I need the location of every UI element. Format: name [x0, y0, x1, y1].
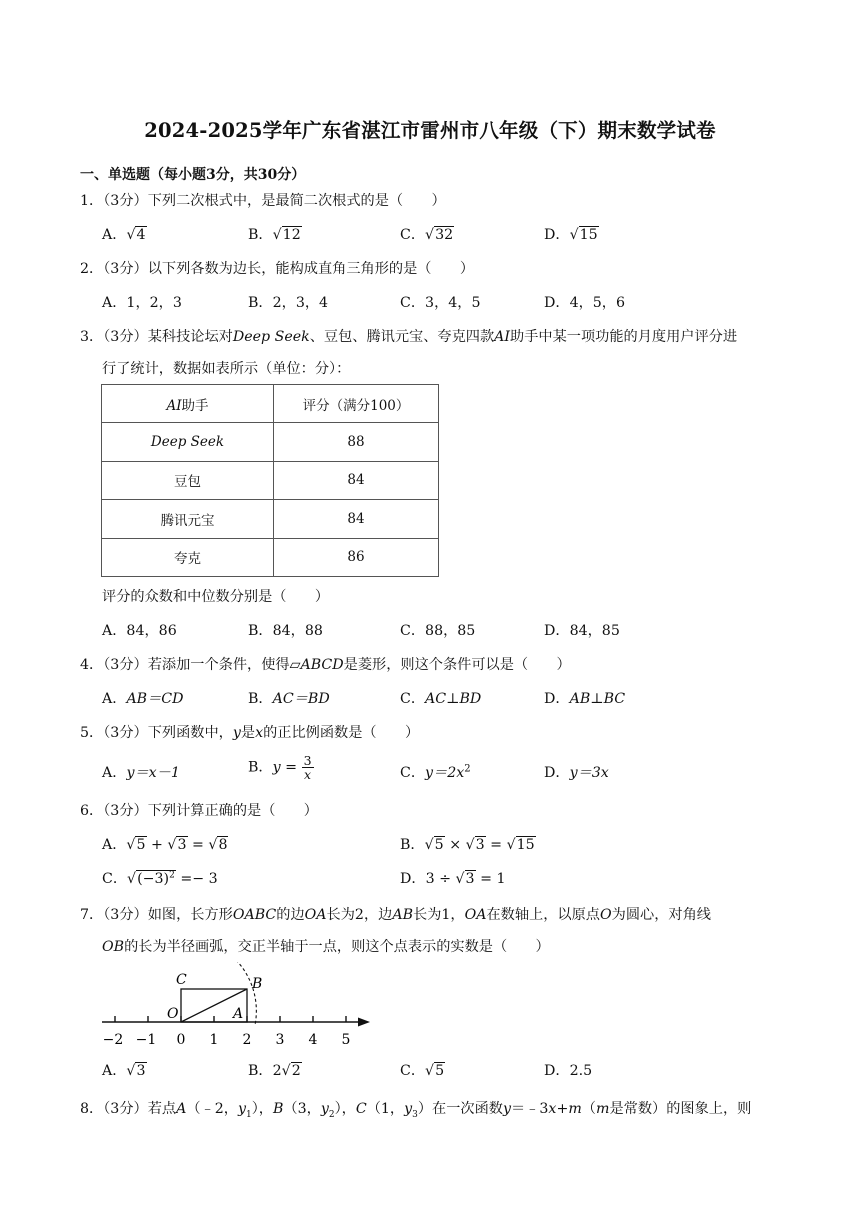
q1-option-b: B．√12: [248, 227, 301, 243]
table-row: [102, 538, 439, 576]
tick-label: 4: [308, 1032, 318, 1048]
q4-option-c: C．AC⊥BD: [400, 691, 482, 707]
q6-option-b: B．√5 × √3 = √15: [400, 837, 535, 853]
section-heading: 一、单选题（每小题3分，共30分）: [80, 167, 306, 183]
label-a: A: [233, 1006, 244, 1022]
question-3-stem: 3．（3分）某科技论坛对Deep Seek、豆包、腾讯元宝、夸克四款AI助手中某一项功能的月度用户评分进: [80, 329, 738, 345]
page-title: 2024-2025学年广东省湛江市雷州市八年级（下）期末数学试卷: [144, 119, 716, 142]
q7-option-d: D．2.5: [544, 1063, 593, 1079]
q3-option-d: D．84，85: [544, 623, 620, 639]
question-4-stem: 4．（3分）若添加一个条件，使得▱ABCD是菱形，则这个条件可以是（ ）: [80, 657, 571, 673]
q4-option-b: B．AC＝BD: [248, 691, 330, 707]
question-3-stem-line2: 行了统计，数据如表所示（单位：分）：: [102, 361, 351, 377]
table-header-row: [102, 385, 439, 423]
table-cell: 夸克: [102, 538, 274, 576]
q6-option-a: A．√5 + √3 = √8: [102, 837, 228, 853]
q1-option-a: A．√4: [102, 227, 146, 243]
q3-option-a: A．84，86: [102, 623, 177, 639]
table-row: [102, 423, 439, 461]
question-1-stem: 1．（3分）下列二次根式中，是最简二次根式的是（ ）: [80, 193, 446, 209]
q7-option-c: C．√5: [400, 1063, 445, 1079]
score-table: [101, 384, 439, 577]
table-cell: 豆包: [102, 461, 274, 499]
q5-option-b: B．y = $\frac{3}{x}$: [248, 753, 312, 782]
sqrt-symbol: √: [126, 227, 136, 243]
q5-option-d: D．y＝3x: [544, 765, 609, 781]
table-cell: 84: [274, 461, 439, 499]
sqrt-symbol: √: [425, 227, 435, 243]
radicand: 15: [579, 227, 598, 243]
q1-option-d: D．√15: [544, 227, 598, 243]
label-o: O: [167, 1006, 179, 1022]
sqrt-symbol: √: [272, 227, 282, 243]
q2-option-c: C．3，4，5: [400, 295, 481, 311]
question-3-ask: 评分的众数和中位数分别是（ ）: [102, 589, 330, 605]
question-2-stem: 2．（3分）以下列各数为边长，能构成直角三角形的是（ ）: [80, 261, 475, 277]
label-b: B: [252, 976, 263, 992]
q7-option-a: A．√3: [102, 1063, 146, 1079]
question-6-stem: 6．（3分）下列计算正确的是（ ）: [80, 803, 318, 819]
q2-option-a: A．1，2，3: [102, 295, 182, 311]
q7-option-b: B．2√2: [248, 1063, 301, 1079]
table-cell: 腾讯元宝: [102, 500, 274, 538]
table-cell: 84: [274, 500, 439, 538]
tick-label: 0: [176, 1032, 186, 1048]
q6-option-d: D．3 ÷ √3 = 1: [400, 871, 506, 887]
tick-label: 3: [275, 1032, 285, 1048]
q1-option-c: C．√32: [400, 227, 454, 243]
tick-label: 2: [242, 1032, 252, 1048]
table-row: [102, 500, 439, 538]
q4-option-a: A．AB＝CD: [102, 691, 184, 707]
question-7-stem: 7．（3分）如图，长方形OABC的边OA长为2，边AB长为1，OA在数轴上，以原点O为圆心，对角线: [80, 907, 711, 923]
q5-option-a: A．y＝x－1: [102, 765, 180, 781]
sqrt-symbol: √: [569, 227, 579, 243]
table-header-cell: 评分（满分100）: [274, 385, 439, 423]
tick-label: −1: [135, 1032, 157, 1048]
radicand: 4: [136, 227, 146, 243]
tick-label: 5: [341, 1032, 351, 1048]
q3-option-b: B．84，88: [248, 623, 323, 639]
table-cell: 86: [274, 538, 439, 576]
question-7-stem-line2: OB的长为半径画弧，交正半轴于一点，则这个点表示的实数是（ ）: [102, 939, 550, 955]
tick-label: −2: [102, 1032, 124, 1048]
q5-option-c: C．$y=2x^2$: [400, 763, 471, 781]
q2-option-d: D．4，5，6: [544, 295, 626, 311]
q4-option-d: D．AB⊥BC: [544, 691, 626, 707]
q2-option-b: B．2，3，4: [248, 295, 329, 311]
number-line-figure: [96, 962, 386, 1052]
table-cell: 88: [274, 423, 439, 461]
question-5-stem: 5．（3分）下列函数中，y是x的正比例函数是（ ）: [80, 725, 420, 741]
radicand: 12: [282, 227, 301, 243]
table-header-cell: AI助手: [102, 385, 274, 423]
tick-label: 1: [209, 1032, 219, 1048]
label-c: C: [176, 972, 187, 988]
q6-option-c: C．$√(-3)^2 =- 3$: [102, 870, 218, 887]
arrow-head: [358, 1018, 370, 1027]
question-8-stem: 8．（3分）若点A（﹣2，$y_1$），B（3，$y_2$），C（1，$y_3$）在一次函数y＝﹣3x+m（m是常数）的图象上，则: [80, 1101, 752, 1120]
radicand: 32: [435, 227, 454, 243]
q3-option-c: C．88，85: [400, 623, 476, 639]
table-row: [102, 461, 439, 499]
table-cell: Deep Seek: [102, 423, 274, 461]
fraction: $\frac{3}{x}$: [303, 753, 312, 782]
